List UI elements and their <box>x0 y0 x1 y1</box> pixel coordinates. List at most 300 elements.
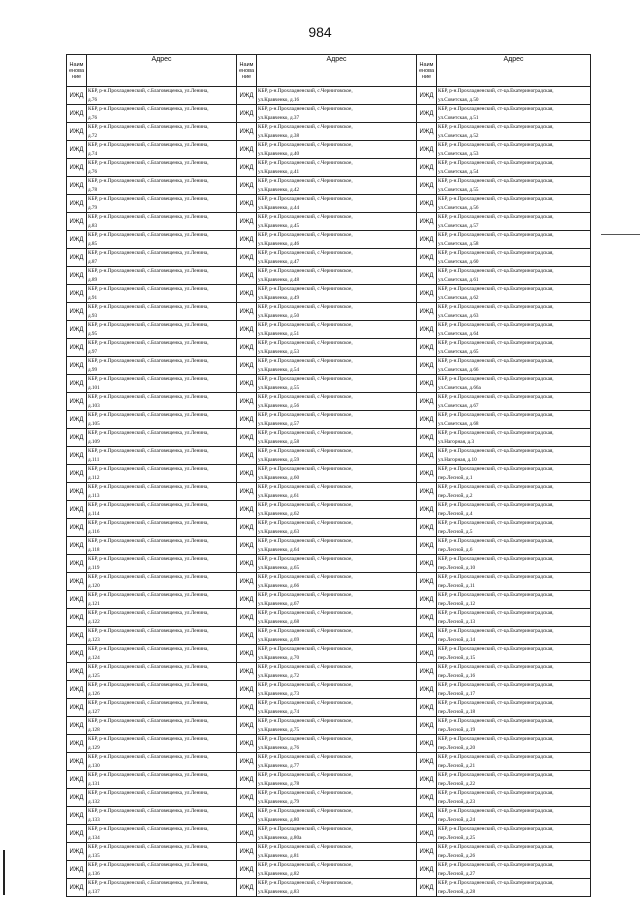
address-prefix: КБР, р-н.Прохладненский, с.Благовещенка, ул.Ленина, <box>88 772 209 778</box>
address-prefix: КБР, р-н.Прохладненский, с.Черниговское, <box>258 412 353 418</box>
object-type-cell: ИЖД <box>67 789 87 807</box>
table-row <box>67 105 591 123</box>
object-type-cell: ИЖД <box>417 735 437 753</box>
address-house: ул.Кравченко, д.80 <box>258 816 300 823</box>
address-prefix: КБР, р-н.Прохладненский, с.Черниговское, <box>258 808 353 814</box>
address-house: ул.Советская, д.67 <box>438 402 479 409</box>
address-house: ул.Кравченко, д.16 <box>258 96 300 103</box>
object-type-cell: ИЖД <box>67 663 87 681</box>
table-row <box>67 789 591 807</box>
address-cell <box>87 771 237 789</box>
address-house: ул.Кравченко, д.41 <box>258 168 300 175</box>
address-house: д.136 <box>88 870 100 877</box>
address-cell <box>87 429 237 447</box>
address-house: ул.Кравченко, д.59 <box>258 456 300 463</box>
address-cell <box>87 465 237 483</box>
address-cell <box>437 537 591 555</box>
address-cell <box>87 681 237 699</box>
address-prefix: КБР, р-н.Прохладненский, с.Черниговское, <box>258 142 353 148</box>
address-cell <box>257 393 417 411</box>
address-house: ул.Кравченко, д.79 <box>258 798 300 805</box>
address-prefix: КБР, р-н.Прохладненский, с.Благовещенка, ул.Ленина, <box>88 178 209 184</box>
address-cell <box>87 411 237 429</box>
address-house: д.135 <box>88 852 100 859</box>
address-house: ул.Кравченко, д.62 <box>258 510 300 517</box>
table-row <box>67 519 591 537</box>
object-type-cell: ИЖД <box>67 105 87 123</box>
address-cell <box>87 501 237 519</box>
address-prefix: КБР, р-н.Прохладненский, ст-ца.Екатериноградская, <box>438 628 554 634</box>
address-house: д.89 <box>88 276 98 283</box>
address-house: ул.Кравченко, д.60 <box>258 474 300 481</box>
address-cell <box>257 789 417 807</box>
object-type-cell: ИЖД <box>237 789 257 807</box>
address-house: пер.Лесной, д.25 <box>438 834 476 841</box>
table-row <box>67 717 591 735</box>
address-house: пер.Лесной, д.27 <box>438 870 476 877</box>
object-type-cell: ИЖД <box>67 483 87 501</box>
object-type-cell: ИЖД <box>67 645 87 663</box>
object-type-cell: ИЖД <box>417 861 437 879</box>
address-cell <box>437 591 591 609</box>
object-type-cell: ИЖД <box>417 537 437 555</box>
object-type-cell: ИЖД <box>237 249 257 267</box>
address-prefix: КБР, р-н.Прохладненский, с.Благовещенка, ул.Ленина, <box>88 340 209 346</box>
object-type-cell: ИЖД <box>237 627 257 645</box>
address-house: ул.Кравченко, д.83 <box>258 888 300 895</box>
address-cell <box>257 537 417 555</box>
address-house: д.133 <box>88 816 100 823</box>
address-cell <box>437 321 591 339</box>
address-house: ул.Кравченко, д.56 <box>258 402 300 409</box>
address-prefix: КБР, р-н.Прохладненский, с.Черниговское, <box>258 646 353 652</box>
address-house: д.130 <box>88 762 100 769</box>
address-house: ул.Кравченко, д.64 <box>258 546 300 553</box>
object-type-cell: ИЖД <box>237 375 257 393</box>
address-prefix: КБР, р-н.Прохладненский, ст-ца.Екатериноградская, <box>438 844 554 850</box>
address-house: д.91 <box>88 294 98 301</box>
object-type-cell: ИЖД <box>67 159 87 177</box>
address-prefix: КБР, р-н.Прохладненский, с.Благовещенка, ул.Ленина, <box>88 196 209 202</box>
address-prefix: КБР, р-н.Прохладненский, с.Черниговское, <box>258 358 353 364</box>
address-house: д.112 <box>88 474 100 481</box>
address-cell <box>257 321 417 339</box>
address-cell <box>257 339 417 357</box>
address-cell <box>87 231 237 249</box>
address-house: ул.Кравченко, д.54 <box>258 366 300 373</box>
object-type-cell: ИЖД <box>417 789 437 807</box>
address-cell <box>437 267 591 285</box>
address-house: д.95 <box>88 330 98 337</box>
address-cell <box>257 753 417 771</box>
address-prefix: КБР, р-н.Прохладненский, с.Черниговское, <box>258 880 353 886</box>
address-prefix: КБР, р-н.Прохладненский, ст-ца.Екатериноградская, <box>438 430 554 436</box>
address-prefix: КБР, р-н.Прохладненский, с.Черниговское, <box>258 394 353 400</box>
object-type-cell: ИЖД <box>67 807 87 825</box>
address-header: Адрес <box>437 55 591 87</box>
object-type-cell: ИЖД <box>237 573 257 591</box>
address-cell <box>257 735 417 753</box>
object-type-cell: ИЖД <box>67 87 87 105</box>
address-header: Адрес <box>87 55 237 87</box>
address-prefix: КБР, р-н.Прохладненский, с.Черниговское, <box>258 88 353 94</box>
address-cell <box>437 177 591 195</box>
address-prefix: КБР, р-н.Прохладненский, с.Черниговское, <box>258 322 353 328</box>
address-house: д.121 <box>88 600 100 607</box>
address-prefix: КБР, р-н.Прохладненский, ст-ца.Екатериноградская, <box>438 682 554 688</box>
object-type-cell: ИЖД <box>237 879 257 897</box>
table-row <box>67 465 591 483</box>
address-house: ул.Советская, д.53 <box>438 150 479 157</box>
address-cell <box>257 519 417 537</box>
address-house: пер.Лесной, д.26 <box>438 852 476 859</box>
address-prefix: КБР, р-н.Прохладненский, с.Благовещенка, ул.Ленина, <box>88 430 209 436</box>
object-type-cell: ИЖД <box>417 681 437 699</box>
address-house: д.134 <box>88 834 100 841</box>
table-row <box>67 735 591 753</box>
object-type-cell: ИЖД <box>237 357 257 375</box>
address-header: Адрес <box>257 55 417 87</box>
address-house: д.111 <box>88 456 100 463</box>
address-cell <box>257 717 417 735</box>
address-house: пер.Лесной, д.13 <box>438 618 476 625</box>
address-cell <box>257 573 417 591</box>
address-prefix: КБР, р-н.Прохладненский, с.Черниговское, <box>258 232 353 238</box>
object-type-cell: ИЖД <box>237 411 257 429</box>
object-type-cell: ИЖД <box>67 249 87 267</box>
address-cell <box>257 807 417 825</box>
address-house: пер.Лесной, д.1 <box>438 474 473 481</box>
address-cell <box>437 699 591 717</box>
address-prefix: КБР, р-н.Прохладненский, ст-ца.Екатериноградская, <box>438 358 554 364</box>
address-prefix: КБР, р-н.Прохладненский, с.Благовещенка, ул.Ленина, <box>88 844 209 850</box>
object-type-cell: ИЖД <box>417 321 437 339</box>
type-header: Наим енова ние <box>67 55 87 87</box>
address-prefix: КБР, р-н.Прохладненский, ст-ца.Екатериноградская, <box>438 106 554 112</box>
address-house: д.127 <box>88 708 100 715</box>
address-house: ул.Кравченко, д.69 <box>258 636 300 643</box>
address-prefix: КБР, р-н.Прохладненский, с.Благовещенка, ул.Ленина, <box>88 484 209 490</box>
address-house: д.129 <box>88 744 100 751</box>
address-cell <box>257 249 417 267</box>
address-cell <box>437 195 591 213</box>
address-cell <box>437 753 591 771</box>
address-prefix: КБР, р-н.Прохладненский, с.Черниговское, <box>258 196 353 202</box>
object-type-cell: ИЖД <box>237 303 257 321</box>
address-cell <box>257 663 417 681</box>
address-prefix: КБР, р-н.Прохладненский, с.Черниговское, <box>258 106 353 112</box>
address-prefix: КБР, р-н.Прохладненский, с.Благовещенка, ул.Ленина, <box>88 700 209 706</box>
address-house: ул.Советская, д.56 <box>438 204 479 211</box>
address-house: пер.Лесной, д.18 <box>438 708 476 715</box>
address-cell <box>87 339 237 357</box>
object-type-cell: ИЖД <box>67 321 87 339</box>
address-prefix: КБР, р-н.Прохладненский, ст-ца.Екатериноградская, <box>438 592 554 598</box>
object-type-cell: ИЖД <box>417 591 437 609</box>
address-cell <box>437 771 591 789</box>
address-cell <box>87 141 237 159</box>
table-header-row <box>67 55 591 87</box>
address-house: ул.Кравченко, д.37 <box>258 114 300 121</box>
address-cell <box>437 159 591 177</box>
object-type-cell: ИЖД <box>417 519 437 537</box>
object-type-cell: ИЖД <box>67 177 87 195</box>
address-house: пер.Лесной, д.19 <box>438 726 476 733</box>
address-cell <box>437 429 591 447</box>
address-house: д.76 <box>88 114 98 121</box>
address-cell <box>257 411 417 429</box>
object-type-cell: ИЖД <box>237 339 257 357</box>
address-house: ул.Кравченко, д.61 <box>258 492 300 499</box>
address-house: д.126 <box>88 690 100 697</box>
table-row <box>67 771 591 789</box>
object-type-cell: ИЖД <box>417 717 437 735</box>
address-house: д.76 <box>88 168 98 175</box>
address-cell <box>257 627 417 645</box>
address-house: ул.Кравченко, д.38 <box>258 132 300 139</box>
address-house: пер.Лесной, д.2 <box>438 492 473 499</box>
address-prefix: КБР, р-н.Прохладненский, ст-ца.Екатериноградская, <box>438 718 554 724</box>
address-cell <box>437 303 591 321</box>
address-prefix: КБР, р-н.Прохладненский, с.Благовещенка, ул.Ленина, <box>88 358 209 364</box>
object-type-cell: ИЖД <box>67 213 87 231</box>
address-cell <box>437 627 591 645</box>
address-prefix: КБР, р-н.Прохладненский, с.Черниговское, <box>258 754 353 760</box>
address-house: ул.Советская, д.52 <box>438 132 479 139</box>
address-house: д.131 <box>88 780 100 787</box>
object-type-cell: ИЖД <box>67 879 87 897</box>
table-row <box>67 285 591 303</box>
object-type-cell: ИЖД <box>67 573 87 591</box>
object-type-cell: ИЖД <box>417 609 437 627</box>
address-cell <box>257 285 417 303</box>
table-body <box>67 87 591 897</box>
address-prefix: КБР, р-н.Прохладненский, ст-ца.Екатериноградская, <box>438 412 554 418</box>
address-cell <box>87 87 237 105</box>
object-type-cell: ИЖД <box>417 807 437 825</box>
table-row <box>67 699 591 717</box>
address-prefix: КБР, р-н.Прохладненский, с.Благовещенка, ул.Ленина, <box>88 250 209 256</box>
address-prefix: КБР, р-н.Прохладненский, с.Черниговское, <box>258 826 353 832</box>
object-type-cell: ИЖД <box>237 591 257 609</box>
object-type-cell: ИЖД <box>417 411 437 429</box>
address-prefix: КБР, р-н.Прохладненский, с.Черниговское, <box>258 250 353 256</box>
address-house: пер.Лесной, д.10 <box>438 564 476 571</box>
address-prefix: КБР, р-н.Прохладненский, с.Благовещенка, ул.Ленина, <box>88 538 209 544</box>
object-type-cell: ИЖД <box>417 375 437 393</box>
address-cell <box>437 285 591 303</box>
table-row <box>67 375 591 393</box>
object-type-cell: ИЖД <box>237 87 257 105</box>
address-house: пер.Лесной, д.5 <box>438 528 473 535</box>
address-house: д.97 <box>88 348 98 355</box>
object-type-cell: ИЖД <box>237 285 257 303</box>
object-type-cell: ИЖД <box>67 465 87 483</box>
address-prefix: КБР, р-н.Прохладненский, с.Благовещенка, ул.Ленина, <box>88 376 209 382</box>
address-cell <box>437 609 591 627</box>
address-prefix: КБР, р-н.Прохладненский, ст-ца.Екатериноградская, <box>438 286 554 292</box>
address-cell <box>257 267 417 285</box>
address-cell <box>87 699 237 717</box>
address-prefix: КБР, р-н.Прохладненский, ст-ца.Екатериноградская, <box>438 538 554 544</box>
address-prefix: КБР, р-н.Прохладненский, с.Черниговское, <box>258 592 353 598</box>
address-cell <box>87 393 237 411</box>
address-prefix: КБР, р-н.Прохладненский, с.Черниговское, <box>258 502 353 508</box>
address-cell <box>257 357 417 375</box>
object-type-cell: ИЖД <box>67 285 87 303</box>
address-cell <box>257 591 417 609</box>
address-house: д.72 <box>88 132 98 139</box>
address-prefix: КБР, р-н.Прохладненский, ст-ца.Екатериноградская, <box>438 340 554 346</box>
address-prefix: КБР, р-н.Прохладненский, с.Благовещенка, ул.Ленина, <box>88 214 209 220</box>
object-type-cell: ИЖД <box>417 339 437 357</box>
address-cell <box>437 717 591 735</box>
object-type-cell: ИЖД <box>237 663 257 681</box>
address-prefix: КБР, р-н.Прохладненский, ст-ца.Екатериноградская, <box>438 664 554 670</box>
object-type-cell: ИЖД <box>417 87 437 105</box>
object-type-cell: ИЖД <box>237 843 257 861</box>
address-cell <box>437 861 591 879</box>
address-cell <box>257 699 417 717</box>
address-prefix: КБР, р-н.Прохладненский, ст-ца.Екатериноградская, <box>438 736 554 742</box>
address-house: ул.Советская, д.65 <box>438 348 479 355</box>
address-prefix: КБР, р-н.Прохладненский, ст-ца.Екатериноградская, <box>438 484 554 490</box>
address-cell <box>87 879 237 897</box>
table-row <box>67 159 591 177</box>
address-cell <box>257 159 417 177</box>
table-row <box>67 87 591 105</box>
object-type-cell: ИЖД <box>417 213 437 231</box>
object-type-cell: ИЖД <box>237 807 257 825</box>
address-house: ул.Советская, д.54 <box>438 168 479 175</box>
address-cell <box>257 177 417 195</box>
address-cell <box>437 573 591 591</box>
address-house: ул.Кравченко, д.66 <box>258 582 300 589</box>
address-house: ул.Кравченко, д.58 <box>258 438 300 445</box>
address-cell <box>257 861 417 879</box>
address-prefix: КБР, р-н.Прохладненский, ст-ца.Екатериноградская, <box>438 124 554 130</box>
address-prefix: КБР, р-н.Прохладненский, с.Благовещенка, ул.Ленина, <box>88 394 209 400</box>
table-row <box>67 195 591 213</box>
address-prefix: КБР, р-н.Прохладненский, ст-ца.Екатериноградская, <box>438 304 554 310</box>
address-house: ул.Кравченко, д.50 <box>258 312 300 319</box>
address-cell <box>257 465 417 483</box>
address-prefix: КБР, р-н.Прохладненский, с.Благовещенка, ул.Ленина, <box>88 826 209 832</box>
address-prefix: КБР, р-н.Прохладненский, с.Благовещенка, ул.Ленина, <box>88 574 209 580</box>
object-type-cell: ИЖД <box>67 123 87 141</box>
address-prefix: КБР, р-н.Прохладненский, с.Черниговское, <box>258 844 353 850</box>
table-row <box>67 555 591 573</box>
address-house: ул.Кравченко, д.82 <box>258 870 300 877</box>
address-prefix: КБР, р-н.Прохладненский, ст-ца.Екатериноградская, <box>438 790 554 796</box>
address-cell <box>437 663 591 681</box>
address-cell <box>87 573 237 591</box>
table-row <box>67 591 591 609</box>
object-type-cell: ИЖД <box>67 357 87 375</box>
address-house: д.76 <box>88 96 98 103</box>
address-cell <box>437 735 591 753</box>
table-row <box>67 861 591 879</box>
table-row <box>67 357 591 375</box>
object-type-cell: ИЖД <box>67 555 87 573</box>
address-cell <box>257 825 417 843</box>
object-type-cell: ИЖД <box>417 753 437 771</box>
object-type-cell: ИЖД <box>67 267 87 285</box>
object-type-cell: ИЖД <box>417 285 437 303</box>
object-type-cell: ИЖД <box>417 825 437 843</box>
address-house: ул.Кравченко, д.72 <box>258 672 300 679</box>
table-row <box>67 483 591 501</box>
address-prefix: КБР, р-н.Прохладненский, ст-ца.Екатериноградская, <box>438 178 554 184</box>
address-cell <box>257 195 417 213</box>
table-row <box>67 879 591 897</box>
binder-margin-mark <box>3 850 5 895</box>
address-prefix: КБР, р-н.Прохладненский, ст-ца.Екатериноградская, <box>438 196 554 202</box>
address-prefix: КБР, р-н.Прохладненский, ст-ца.Екатериноградская, <box>438 466 554 472</box>
address-cell <box>437 501 591 519</box>
address-cell <box>437 843 591 861</box>
address-prefix: КБР, р-н.Прохладненский, с.Благовещенка, ул.Ленина, <box>88 322 209 328</box>
address-cell <box>437 87 591 105</box>
address-house: пер.Лесной, д.16 <box>438 672 476 679</box>
address-cell <box>257 213 417 231</box>
address-cell <box>87 519 237 537</box>
object-type-cell: ИЖД <box>417 879 437 897</box>
address-house: ул.Кравченко, д.74 <box>258 708 300 715</box>
address-prefix: КБР, р-н.Прохладненский, с.Черниговское, <box>258 628 353 634</box>
address-prefix: КБР, р-н.Прохладненский, с.Черниговское, <box>258 664 353 670</box>
object-type-cell: ИЖД <box>417 501 437 519</box>
address-house: д.74 <box>88 150 98 157</box>
address-cell <box>87 213 237 231</box>
address-prefix: КБР, р-н.Прохладненский, с.Черниговское, <box>258 862 353 868</box>
address-house: ул.Советская, д.61 <box>438 276 479 283</box>
address-prefix: КБР, р-н.Прохладненский, ст-ца.Екатериноградская, <box>438 250 554 256</box>
address-cell <box>87 123 237 141</box>
page-number: 984 <box>308 24 332 40</box>
address-prefix: КБР, р-н.Прохладненский, с.Благовещенка, ул.Ленина, <box>88 124 209 130</box>
address-cell <box>87 249 237 267</box>
address-cell <box>437 483 591 501</box>
object-type-cell: ИЖД <box>67 375 87 393</box>
address-cell <box>437 357 591 375</box>
address-house: пер.Лесной, д.20 <box>438 744 476 751</box>
object-type-cell: ИЖД <box>67 699 87 717</box>
address-house: д.99 <box>88 366 98 373</box>
address-cell <box>257 483 417 501</box>
address-prefix: КБР, р-н.Прохладненский, с.Благовещенка, ул.Ленина, <box>88 556 209 562</box>
object-type-cell: ИЖД <box>237 429 257 447</box>
object-type-cell: ИЖД <box>417 231 437 249</box>
address-cell <box>257 501 417 519</box>
address-prefix: КБР, р-н.Прохладненский, с.Благовещенка, ул.Ленина, <box>88 304 209 310</box>
table-row <box>67 429 591 447</box>
object-type-cell: ИЖД <box>67 411 87 429</box>
object-type-cell: ИЖД <box>237 825 257 843</box>
table-row <box>67 321 591 339</box>
address-house: ул.Советская, д.60 <box>438 258 479 265</box>
object-type-cell: ИЖД <box>67 429 87 447</box>
address-house: д.120 <box>88 582 100 589</box>
address-prefix: КБР, р-н.Прохладненский, с.Черниговское, <box>258 268 353 274</box>
object-type-cell: ИЖД <box>67 843 87 861</box>
address-house: ул.Кравченко, д.55 <box>258 384 300 391</box>
address-cell <box>437 249 591 267</box>
object-type-cell: ИЖД <box>417 645 437 663</box>
object-type-cell: ИЖД <box>237 501 257 519</box>
object-type-cell: ИЖД <box>417 771 437 789</box>
address-house: ул.Советская, д.58 <box>438 240 479 247</box>
